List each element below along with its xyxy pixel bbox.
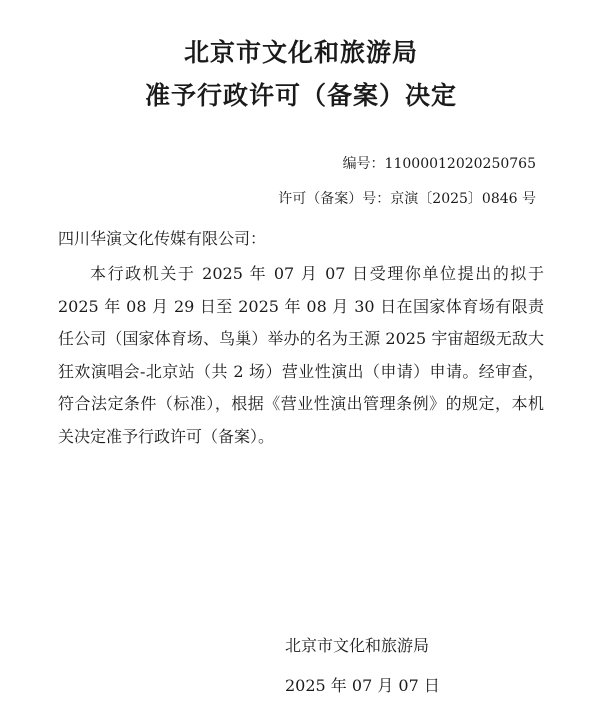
addressee: 四川华演文化传媒有限公司： <box>58 229 267 248</box>
permit-number: 许可（备案）号：京演〔2025〕0846 号 <box>278 191 536 207</box>
issue-date: 2025 年 07 月 07 日 <box>285 676 440 695</box>
document-title: 北京市文化和旅游局 <box>183 38 418 67</box>
decision-body: 本行政机关于 2025 年 07 月 07 日受理你单位提出的拟于 2025 年 08 月 29 日至 2025 年 08 月 30 日在国家体育场有限责任公司（国家体育场、鸟巢）举办的名为王源 2025 宇宙超级无敌大狂欢演唱会-北京站（共 2 场）营业性演出（申请）申请。经审查，符合法定条件（标准），根据《营业性演出管理条例》的规定，本机关决定准予行政许可（备案）。 <box>58 264 544 446</box>
issuing-authority: 北京市文化和旅游局 <box>285 636 430 655</box>
serial-number: 编号：11000012020250765 <box>342 156 536 172</box>
document-subtitle: 准予行政许可（备案）决定 <box>144 81 457 110</box>
